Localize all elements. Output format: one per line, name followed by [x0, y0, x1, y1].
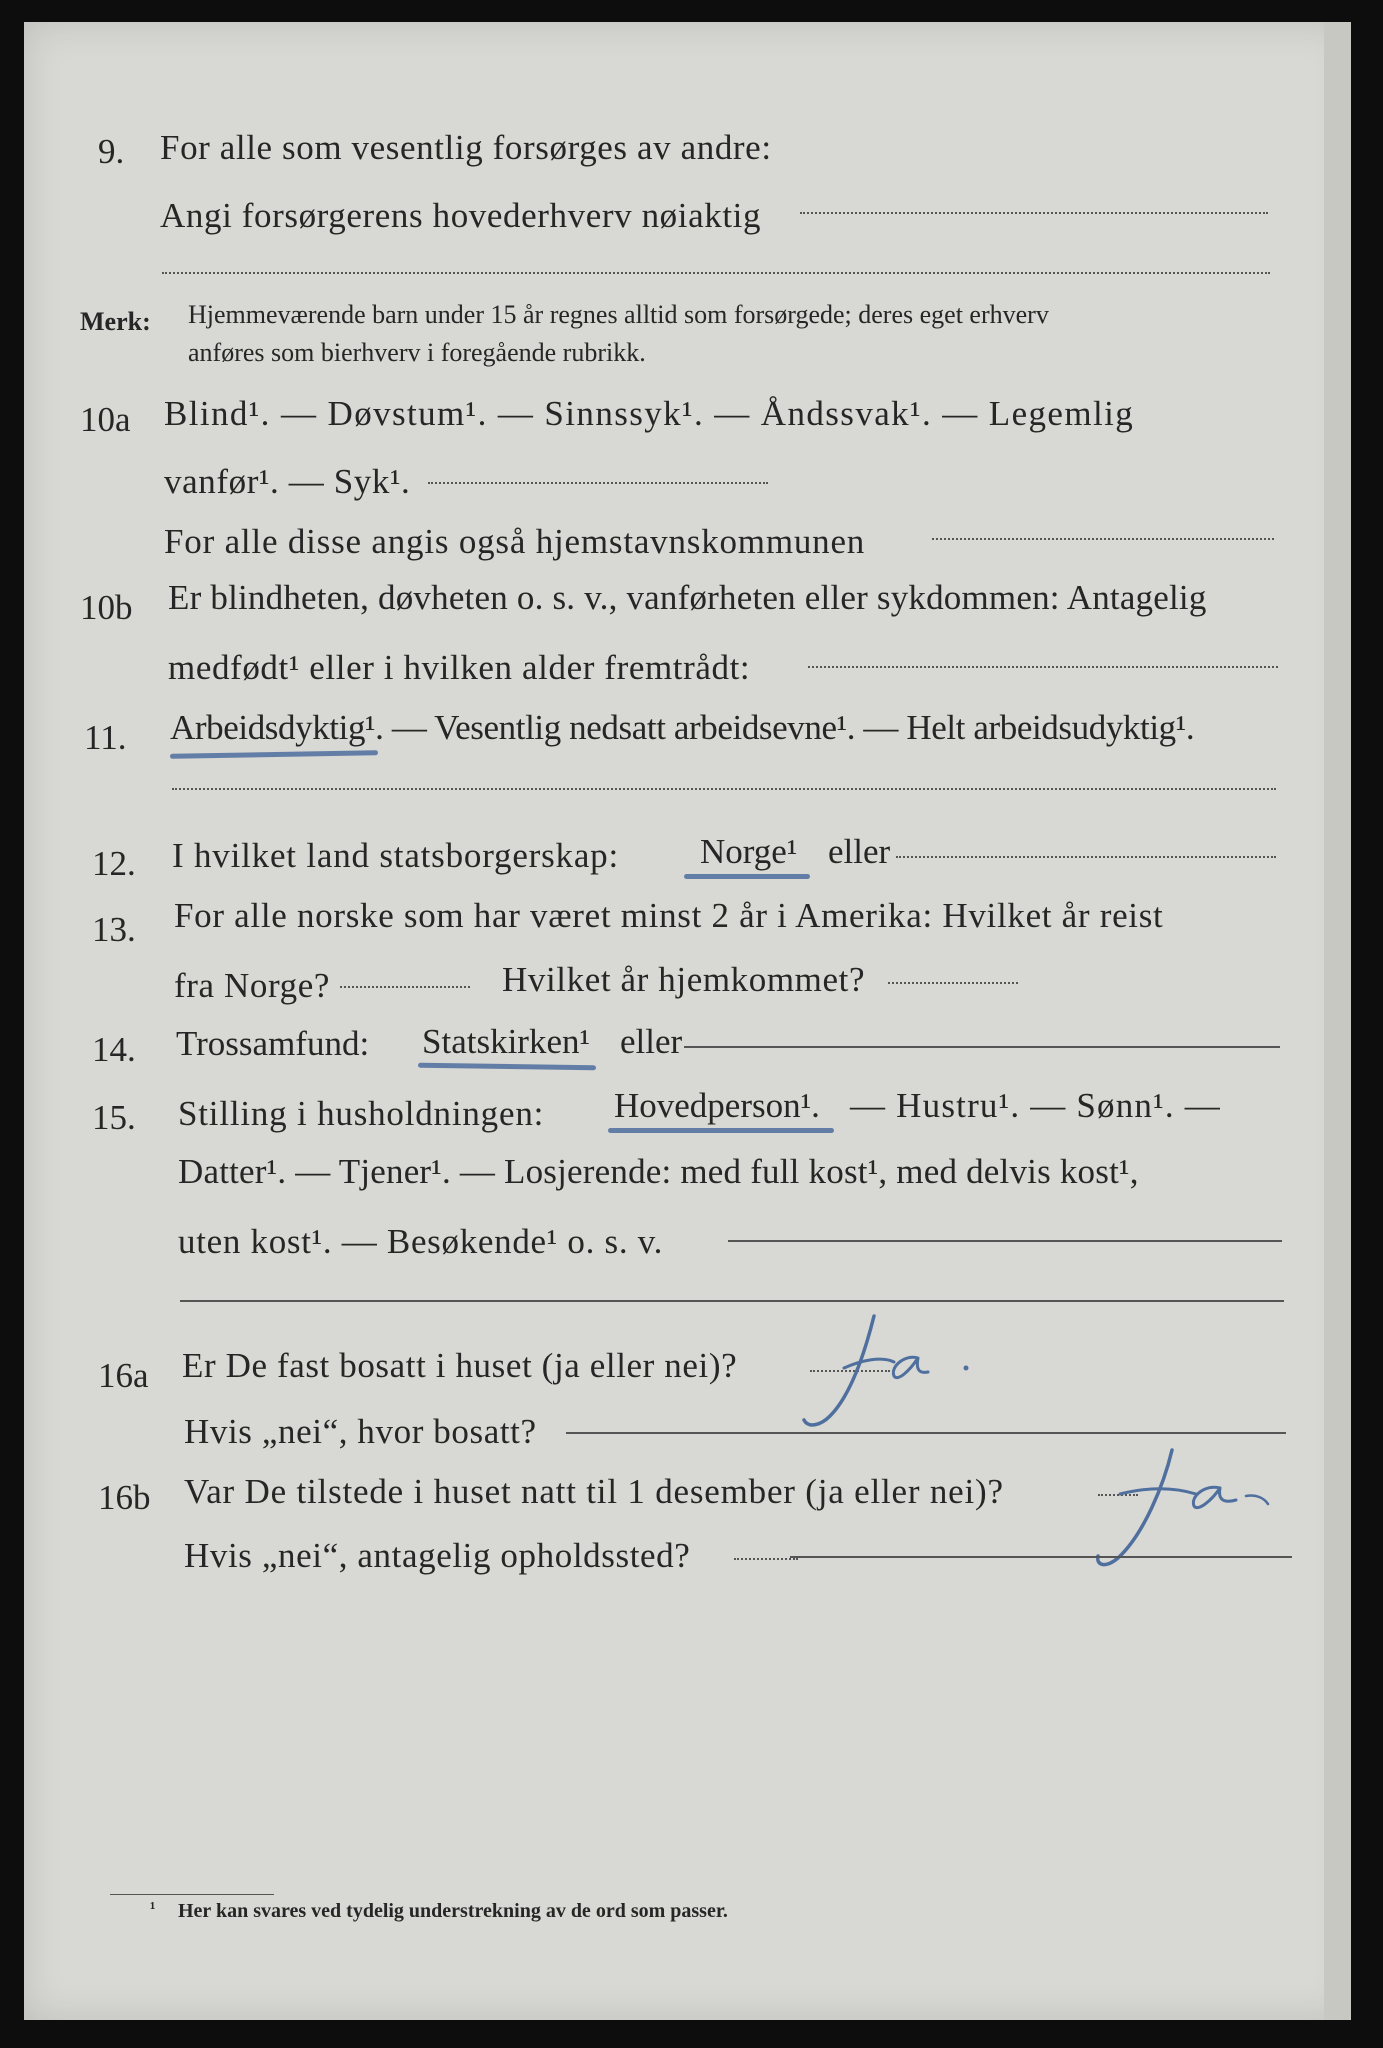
q12-text: I hvilket land statsborgerskap: [172, 836, 619, 875]
q14-eller: eller [620, 1022, 683, 1061]
q14-selected: Statskirken¹ [422, 1022, 590, 1061]
q9-line2: Angi forsørgerens hovederhverv nøiaktig [160, 196, 762, 235]
q13-line2a: fra Norge? [174, 966, 330, 1005]
q12-underline-mark [684, 874, 810, 879]
q9-number: 9. [98, 132, 125, 171]
q15-answer-line [728, 1240, 1282, 1242]
q15-line3: uten kost¹. — Besøkende¹ o. s. v. [178, 1222, 664, 1261]
q10b-line1: Er blindheten, døvheten o. s. v., vanførheten eller sykdommen: Antagelig [168, 578, 1207, 617]
q14-number: 14. [92, 1030, 136, 1069]
q13-line1: For alle norske som har været minst 2 år i Amerika: Hvilket år reist [174, 896, 1164, 935]
q9-answer-line-2 [162, 272, 1270, 274]
merk-label: Merk: [80, 307, 151, 336]
q15-selected: Hovedperson¹. [614, 1086, 820, 1125]
q9-line1: For alle som vesentlig forsørges av andre: [160, 128, 772, 167]
q13-line2b: Hvilket år hjemkommet? [502, 960, 866, 999]
q10a-line1: Blind¹. — Døvstum¹. — Sinnssyk¹. — Åndssvak¹. — Legemlig [164, 394, 1135, 433]
merk-line2: anføres som bierhverv i foregående rubrikk. [188, 338, 646, 367]
q16b-opholdssted-line [790, 1556, 1292, 1558]
q16a-bosatt-line [566, 1432, 1286, 1434]
q14-answer-line [684, 1046, 1280, 1048]
q11-number: 11. [84, 718, 127, 757]
q10a-line3: For alle disse angis også hjemstavnskommunen [164, 522, 866, 561]
q11-line1: Arbeidsdyktig¹. — Vesentlig nedsatt arbeidsevne¹. — Helt arbeidsudyktig¹. [170, 708, 1195, 747]
footnote-mark: ¹ [150, 1898, 156, 1918]
q9-answer-line [800, 212, 1268, 214]
q15-underline-mark [608, 1128, 834, 1133]
q16b-opholdssted-dots [734, 1558, 798, 1560]
q15-answer-line-2 [180, 1300, 1284, 1302]
q16b-number: 16b [98, 1478, 151, 1517]
q12-eller: eller [828, 832, 891, 871]
footnote-text: Her kan svares ved tydelig understrekning av de ord som passer. [178, 1900, 728, 1922]
q13-hjemkommet-line [888, 982, 1018, 984]
q15-line2: Datter¹. — Tjener¹. — Losjerende: med full kost¹, med delvis kost¹, [178, 1152, 1139, 1191]
q10b-line2: medfødt¹ eller i hvilken alder fremtrådt: [168, 648, 751, 687]
q16b-line2: Hvis „nei“, antagelig opholdssted? [184, 1536, 691, 1575]
q12-answer-line [896, 856, 1276, 858]
q10b-answer-line [808, 666, 1278, 668]
q16a-line1: Er De fast bosatt i huset (ja eller nei)? [182, 1346, 738, 1385]
q16a-handwritten-answer [790, 1304, 980, 1434]
q16a-number: 16a [98, 1356, 149, 1395]
page-edge [1324, 22, 1351, 2020]
q14-label: Trossamfund: [176, 1024, 370, 1063]
q13-number: 13. [92, 910, 136, 949]
q10a-line2: vanfør¹. — Syk¹. [164, 462, 411, 501]
q10a-answer-line [428, 482, 768, 484]
q13-reist-line [340, 986, 470, 988]
q12-norge: Norge¹ [700, 832, 798, 871]
q16a-line2: Hvis „nei“, hvor bosatt? [184, 1412, 537, 1451]
q10a-hjemstavn-line [932, 538, 1274, 540]
q15-number: 15. [92, 1098, 136, 1137]
q15-label: Stilling i husholdningen: [178, 1094, 545, 1133]
q15-rest1: — Hustru¹. — Sønn¹. — [850, 1086, 1221, 1125]
footnote-rule [110, 1894, 274, 1895]
q16b-line1: Var De tilstede i huset natt til 1 desember (ja eller nei)? [184, 1472, 1004, 1511]
merk-line1: Hjemmeværende barn under 15 år regnes alltid som forsørgede; deres eget erhverv [188, 300, 1049, 329]
q10b-number: 10b [80, 588, 133, 627]
q11-answer-line [172, 788, 1276, 790]
q12-number: 12. [92, 844, 136, 883]
q10a-number: 10a [80, 400, 131, 439]
